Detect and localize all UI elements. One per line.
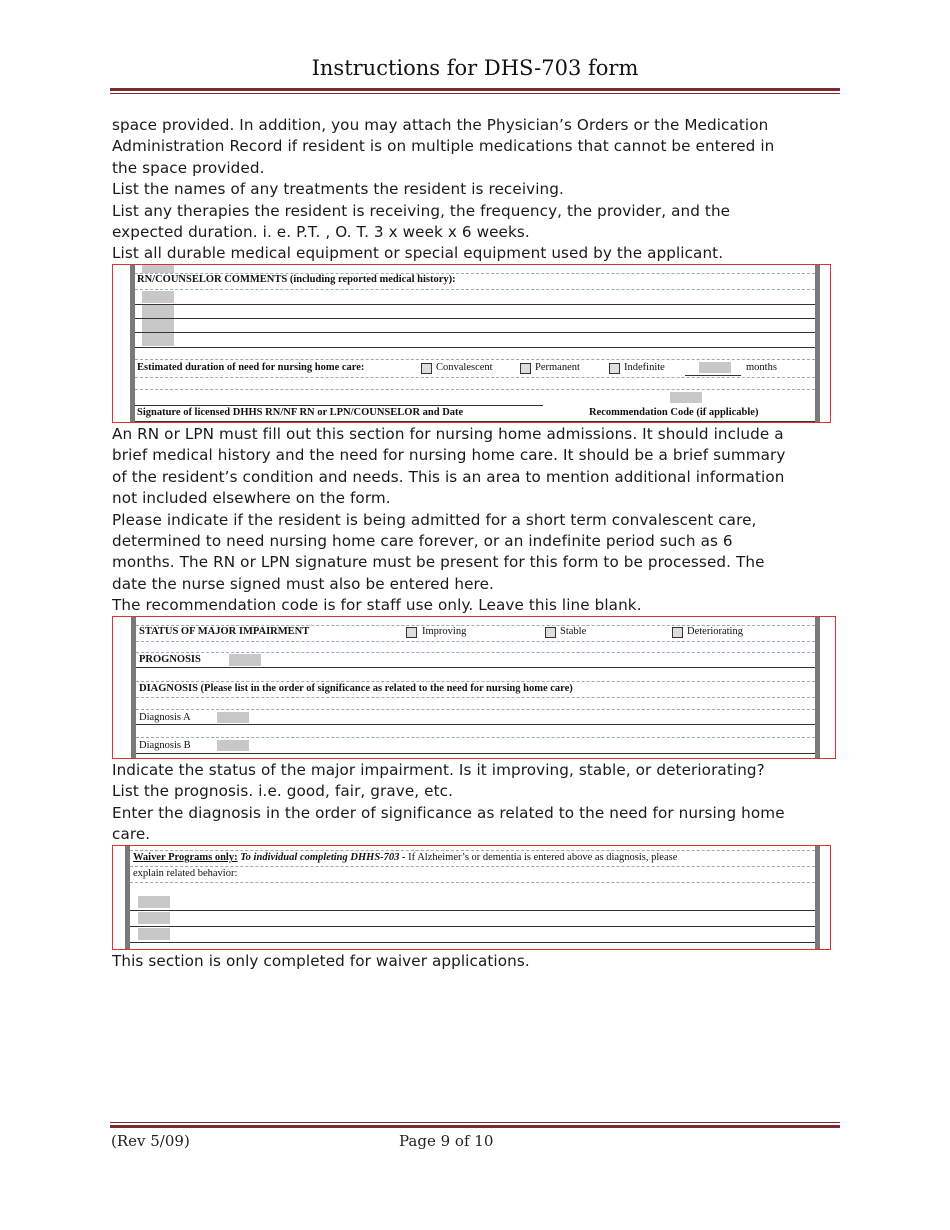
form-excerpt-waiver bbox=[112, 845, 831, 950]
comment-line bbox=[135, 304, 815, 305]
improving-label: Improving bbox=[422, 626, 467, 637]
deteriorating-label: Deteriorating bbox=[687, 626, 743, 637]
diagnosis-heading: DIAGNOSIS (Please list in the order of significance as related to the need for nursing home care) bbox=[139, 683, 573, 694]
paragraph-line: brief medical history and the need for nursing home care. It should be a brief summary bbox=[112, 446, 786, 465]
recommendation-input[interactable] bbox=[670, 392, 702, 403]
form-right-bar bbox=[815, 846, 820, 949]
waiver-individual-label: To individual completing DHHS-703 - bbox=[240, 852, 406, 863]
paragraph-line: Please indicate if the resident is being admitted for a short term convalescent care, bbox=[112, 510, 757, 529]
footer-rule-thin bbox=[110, 1122, 840, 1123]
field-divider bbox=[136, 709, 815, 710]
behavior-line bbox=[130, 942, 815, 943]
paragraph-line: months. The RN or LPN signature must be present for this form to be processed. The bbox=[112, 553, 765, 572]
section-3-text bbox=[112, 760, 840, 846]
permanent-checkbox[interactable] bbox=[520, 363, 531, 374]
prognosis-input[interactable] bbox=[229, 654, 261, 666]
indefinite-label: Indefinite bbox=[624, 362, 665, 373]
diagnosis-b-label: Diagnosis B bbox=[139, 740, 191, 751]
months-label: months bbox=[746, 362, 777, 373]
comment-input-shade[interactable] bbox=[142, 319, 174, 332]
status-label: STATUS OF MAJOR IMPAIRMENT bbox=[139, 626, 310, 637]
paragraph-line: not included elsewhere on the form. bbox=[112, 489, 391, 508]
field-divider bbox=[136, 641, 815, 642]
form-bottom-line bbox=[135, 421, 815, 422]
form-right-bar bbox=[815, 265, 820, 422]
waiver-instruction-text: If Alzheimer’s or dementia is entered above as diagnosis, please bbox=[408, 852, 678, 863]
paragraph-line: The recommendation code is for staff use only. Leave this line blank. bbox=[112, 596, 642, 615]
comment-line bbox=[135, 347, 815, 348]
behavior-input-shade[interactable] bbox=[138, 912, 170, 924]
behavior-line bbox=[130, 926, 815, 927]
deteriorating-checkbox[interactable] bbox=[672, 627, 683, 638]
months-underline bbox=[685, 375, 741, 376]
paragraph-line: of the resident’s condition and needs. This is an area to mention additional information bbox=[112, 467, 785, 486]
field-divider bbox=[135, 289, 815, 290]
paragraph-line: space provided. In addition, you may attach the Physician’s Orders or the Medication bbox=[112, 116, 769, 134]
section-4-text bbox=[112, 951, 840, 972]
page-number: Page 9 of 10 bbox=[399, 1132, 494, 1150]
comment-input-shade[interactable] bbox=[142, 291, 174, 303]
form-left-bar bbox=[125, 846, 130, 949]
comment-line bbox=[135, 318, 815, 319]
behavior-input-shade[interactable] bbox=[138, 928, 170, 940]
indefinite-checkbox[interactable] bbox=[609, 363, 620, 374]
behavior-line bbox=[130, 910, 815, 911]
permanent-label: Permanent bbox=[535, 362, 580, 373]
paragraph-line: the space provided. bbox=[112, 158, 265, 177]
duration-label: Estimated duration of need for nursing home care: bbox=[137, 362, 365, 373]
paragraph-line: This section is only completed for waiver applications. bbox=[112, 952, 530, 970]
comment-input-shade[interactable] bbox=[142, 333, 174, 346]
comment-input-shade[interactable] bbox=[142, 305, 174, 318]
stable-checkbox[interactable] bbox=[545, 627, 556, 638]
paragraph-line: List any therapies the resident is receiving, the frequency, the provider, and the bbox=[112, 201, 731, 220]
field-divider bbox=[130, 882, 815, 883]
section-2-text bbox=[112, 424, 840, 617]
paragraph-line: Administration Record if resident is on multiple medications that cannot be entered in bbox=[112, 137, 775, 156]
header-rule-thin bbox=[110, 93, 840, 94]
diagnosis-b-input[interactable] bbox=[217, 740, 249, 751]
waiver-programs-label: Waiver Programs only: bbox=[133, 852, 238, 863]
diagnosis-a-input[interactable] bbox=[217, 712, 249, 723]
revision-date: (Rev 5/09) bbox=[111, 1132, 190, 1150]
field-divider bbox=[135, 377, 815, 378]
convalescent-label: Convalescent bbox=[436, 362, 493, 373]
recommendation-label: Recommendation Code (if applicable) bbox=[589, 407, 759, 418]
paragraph-line: List all durable medical equipment or special equipment used by the applicant. bbox=[112, 244, 724, 263]
diagnosis-a-label: Diagnosis A bbox=[139, 712, 191, 723]
prognosis-label: PROGNOSIS bbox=[139, 654, 201, 665]
field-divider bbox=[136, 737, 815, 738]
stable-label: Stable bbox=[560, 626, 587, 637]
footer-rule bbox=[110, 1125, 840, 1128]
header-rule bbox=[110, 88, 840, 91]
improving-checkbox[interactable] bbox=[406, 627, 417, 638]
page-title: Instructions for DHS-703 form bbox=[311, 56, 639, 80]
section-1-text bbox=[112, 115, 840, 265]
months-input[interactable] bbox=[699, 362, 731, 373]
form-right-bar bbox=[815, 617, 820, 758]
paragraph-line: care. bbox=[112, 825, 151, 844]
field-divider bbox=[130, 850, 815, 851]
convalescent-checkbox[interactable] bbox=[421, 363, 432, 374]
paragraph-line: date the nurse signed must also be entered here. bbox=[112, 574, 494, 593]
paragraph-line: expected duration. i. e. P.T. , O. T. 3 x week x 6 weeks. bbox=[112, 223, 530, 242]
field-divider bbox=[136, 681, 815, 682]
input-shade bbox=[142, 265, 174, 273]
comments-heading: RN/COUNSELOR COMMENTS (including reported medical history): bbox=[137, 274, 456, 285]
form-excerpt-impairment bbox=[112, 616, 836, 759]
field-divider bbox=[135, 359, 815, 360]
field-divider bbox=[130, 866, 815, 867]
paragraph-line: Enter the diagnosis in the order of significance as related to the need for nursing home bbox=[112, 803, 785, 822]
paragraph-line: List the names of any treatments the resident is receiving. bbox=[112, 180, 564, 199]
diagnosis-a-line bbox=[136, 724, 815, 725]
field-divider bbox=[136, 697, 815, 698]
paragraph-line: List the prognosis. i.e. good, fair, grave, etc. bbox=[112, 782, 454, 801]
waiver-instructions bbox=[133, 852, 677, 863]
paragraph-line: determined to need nursing home care forever, or an indefinite period such as 6 bbox=[112, 532, 733, 551]
prognosis-line bbox=[136, 667, 815, 668]
form-excerpt-comments bbox=[112, 264, 831, 423]
field-divider bbox=[136, 652, 815, 653]
diagnosis-b-line bbox=[136, 753, 815, 754]
waiver-instruction-line-2: explain related behavior: bbox=[133, 868, 238, 879]
field-divider bbox=[135, 389, 815, 390]
comment-line bbox=[135, 332, 815, 333]
behavior-input-shade[interactable] bbox=[138, 896, 170, 908]
signature-line bbox=[135, 405, 543, 406]
paragraph-line: An RN or LPN must fill out this section for nursing home admissions. It should include a bbox=[112, 425, 784, 443]
signature-label: Signature of licensed DHHS RN/NF RN or LPN/COUNSELOR and Date bbox=[137, 407, 464, 418]
paragraph-line: Indicate the status of the major impairment. Is it improving, stable, or deteriorating? bbox=[112, 761, 765, 779]
